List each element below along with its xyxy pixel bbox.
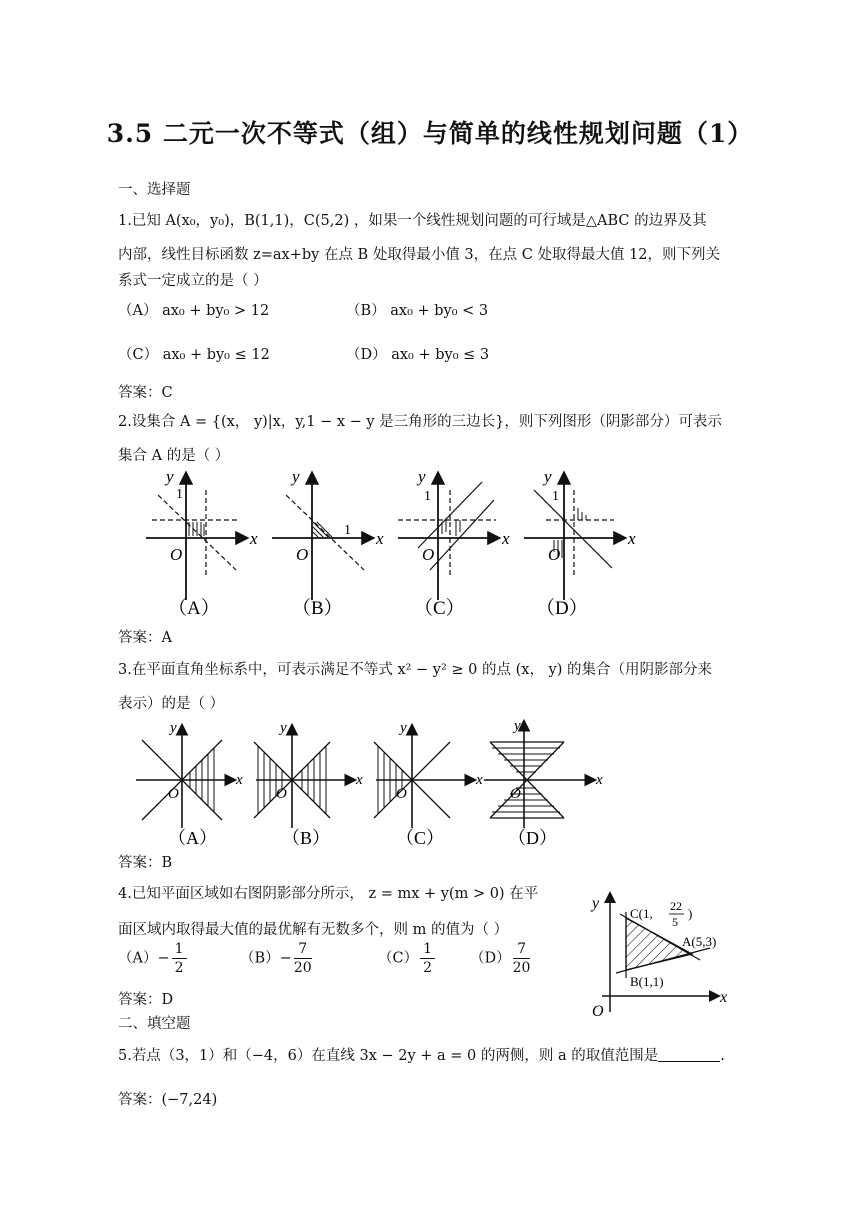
q2-label-b: （B） bbox=[292, 598, 343, 619]
q2-label-d: （D） bbox=[536, 598, 588, 619]
q4-text-line2: 面区域内取得最大值的最优解有无数多个，则 m 的值为（ ） bbox=[118, 922, 509, 938]
q5-answer-blank bbox=[658, 1047, 720, 1062]
q4-point-c-close: ) bbox=[688, 906, 693, 921]
q4-option-b: （B）− $\frac{7}{20}$ bbox=[240, 941, 312, 976]
q3a-x-label: x bbox=[236, 772, 243, 788]
q2-label-a: （A） bbox=[168, 598, 220, 619]
q3c-y-label: y bbox=[400, 720, 407, 736]
q3c-x-label: x bbox=[476, 772, 483, 788]
q3a-origin: O bbox=[168, 786, 179, 802]
q3b-y-label: y bbox=[280, 720, 287, 736]
q1-text-line3: 系式一定成立的是（ ） bbox=[118, 273, 268, 289]
q3d-origin: O bbox=[510, 786, 521, 802]
q2-figure-d bbox=[524, 467, 636, 600]
q2a-origin: O bbox=[170, 545, 183, 564]
q3-figures bbox=[134, 718, 614, 848]
section-heading-choice: 一、选择题 bbox=[118, 182, 191, 198]
q2d-one-label: 1 bbox=[552, 489, 559, 504]
q4-origin: O bbox=[592, 1003, 604, 1018]
q2-label-c: （C） bbox=[414, 598, 465, 619]
q4-text-line1: 4.已知平面区域如右图阴影部分所示， z = mx + y(m > 0) 在平 bbox=[118, 886, 539, 902]
q2-answer: 答案：A bbox=[118, 630, 172, 646]
q2d-x-label: x bbox=[628, 529, 636, 548]
q2a-one-label: 1 bbox=[176, 487, 183, 502]
q3-figure-c bbox=[374, 720, 483, 828]
q4-option-c: （C） $\frac{1}{2}$ bbox=[378, 940, 437, 977]
q1-option-d: （D） ax₀ + by₀ ≤ 3 bbox=[346, 347, 490, 363]
q2a-y-label: y bbox=[166, 467, 174, 486]
q2-figure-b bbox=[272, 467, 384, 600]
page-title: 3.5 二元一次不等式（组）与简单的线性规划问题（1） bbox=[106, 119, 754, 148]
q2d-origin: O bbox=[548, 545, 561, 564]
q3b-origin: O bbox=[276, 786, 287, 802]
q3b-x-label: x bbox=[356, 772, 363, 788]
q2-text-line1: 2.设集合 A = {(x， y)|x，y,1 − x − y 是三角形的三边长}，则下列图形（阴影部分）可表示 bbox=[118, 414, 722, 430]
q5-answer: 答案：(−7,24) bbox=[118, 1092, 218, 1108]
q4-point-b: B(1,1) bbox=[630, 974, 664, 989]
q5-text: 5.若点（3，1）和（−4，6）在直线 3x − 2y + a = 0 的两侧，则 a 的取值范围是 . bbox=[118, 1048, 725, 1064]
q2c-y-label: y bbox=[418, 467, 426, 486]
q2a-x-label: x bbox=[250, 529, 258, 548]
q4-figure bbox=[586, 888, 734, 1018]
q4-y-label: y bbox=[592, 895, 600, 912]
q3-text-line1: 3.在平面直角坐标系中，可表示满足不等式 x² − y² ≥ 0 的点 (x， y) 的集合（用阴影部分来 bbox=[118, 662, 713, 678]
q2-figures bbox=[138, 460, 648, 620]
q4-option-d: （D） $\frac{7}{20}$ bbox=[470, 941, 531, 976]
q4-point-c-den: 5 bbox=[672, 915, 678, 929]
q2c-origin: O bbox=[422, 545, 435, 564]
q4-option-a: （A）− $\frac{1}{2}$ bbox=[118, 940, 189, 977]
q3-text-line2: 表示）的是（ ） bbox=[118, 696, 225, 712]
q3-answer: 答案：B bbox=[118, 855, 173, 871]
q3-label-d: （D） bbox=[508, 828, 557, 848]
q1-answer: 答案：C bbox=[118, 385, 173, 401]
q3-label-c: （C） bbox=[396, 828, 445, 848]
q2b-y-label: y bbox=[292, 467, 300, 486]
q2c-one-label: 1 bbox=[424, 489, 431, 504]
q2c-x-label: x bbox=[502, 529, 510, 548]
section-heading-fill: 二、填空题 bbox=[118, 1016, 191, 1032]
q3a-y-label: y bbox=[170, 720, 177, 736]
q2b-x-label: x bbox=[376, 529, 384, 548]
q1-option-a: （A） ax₀ + by₀ > 12 bbox=[118, 303, 270, 319]
q2d-y-label: y bbox=[544, 467, 552, 486]
q3-label-b: （B） bbox=[282, 828, 331, 848]
q3-figure-b bbox=[254, 720, 363, 828]
q3d-y-label: y bbox=[514, 718, 521, 734]
q2b-origin: O bbox=[296, 545, 309, 564]
q1-text-line1: 1.已知 A(x₀，y₀)，B(1,1)，C(5,2) ，如果一个线性规划问题的可行域是△ABC 的边界及其 bbox=[118, 213, 707, 229]
q4-answer: 答案：D bbox=[118, 992, 174, 1008]
q3-label-a: （A） bbox=[168, 828, 217, 848]
q2-text-line2: 集合 A 的是（ ） bbox=[118, 448, 230, 464]
q4-point-c: C(1, bbox=[630, 906, 653, 921]
q1-option-c: （C） ax₀ + by₀ ≤ 12 bbox=[118, 347, 270, 363]
q4-point-c-num: 22 bbox=[670, 899, 682, 913]
q4-point-a: A(5,3) bbox=[682, 934, 717, 949]
q2-figure-c bbox=[398, 467, 510, 600]
q4-x-label: x bbox=[720, 989, 728, 1006]
q5-text-body: 5.若点（3，1）和（−4，6）在直线 3x − 2y + a = 0 的两侧，则 a 的取值范围是 bbox=[118, 1048, 659, 1064]
q2-figure-a bbox=[146, 467, 258, 600]
q3c-origin: O bbox=[396, 786, 407, 802]
q1-text-line2: 内部，线性目标函数 z=ax+by 在点 B 处取得最小值 3，在点 C 处取得最大值 12，则下列关 bbox=[118, 247, 721, 263]
q1-option-b: （B） ax₀ + by₀ < 3 bbox=[346, 303, 489, 319]
q2b-one-label: 1 bbox=[344, 523, 351, 538]
q3-figure-a bbox=[136, 720, 243, 828]
q3d-x-label: x bbox=[596, 772, 603, 788]
q3-figure-d bbox=[484, 718, 603, 828]
